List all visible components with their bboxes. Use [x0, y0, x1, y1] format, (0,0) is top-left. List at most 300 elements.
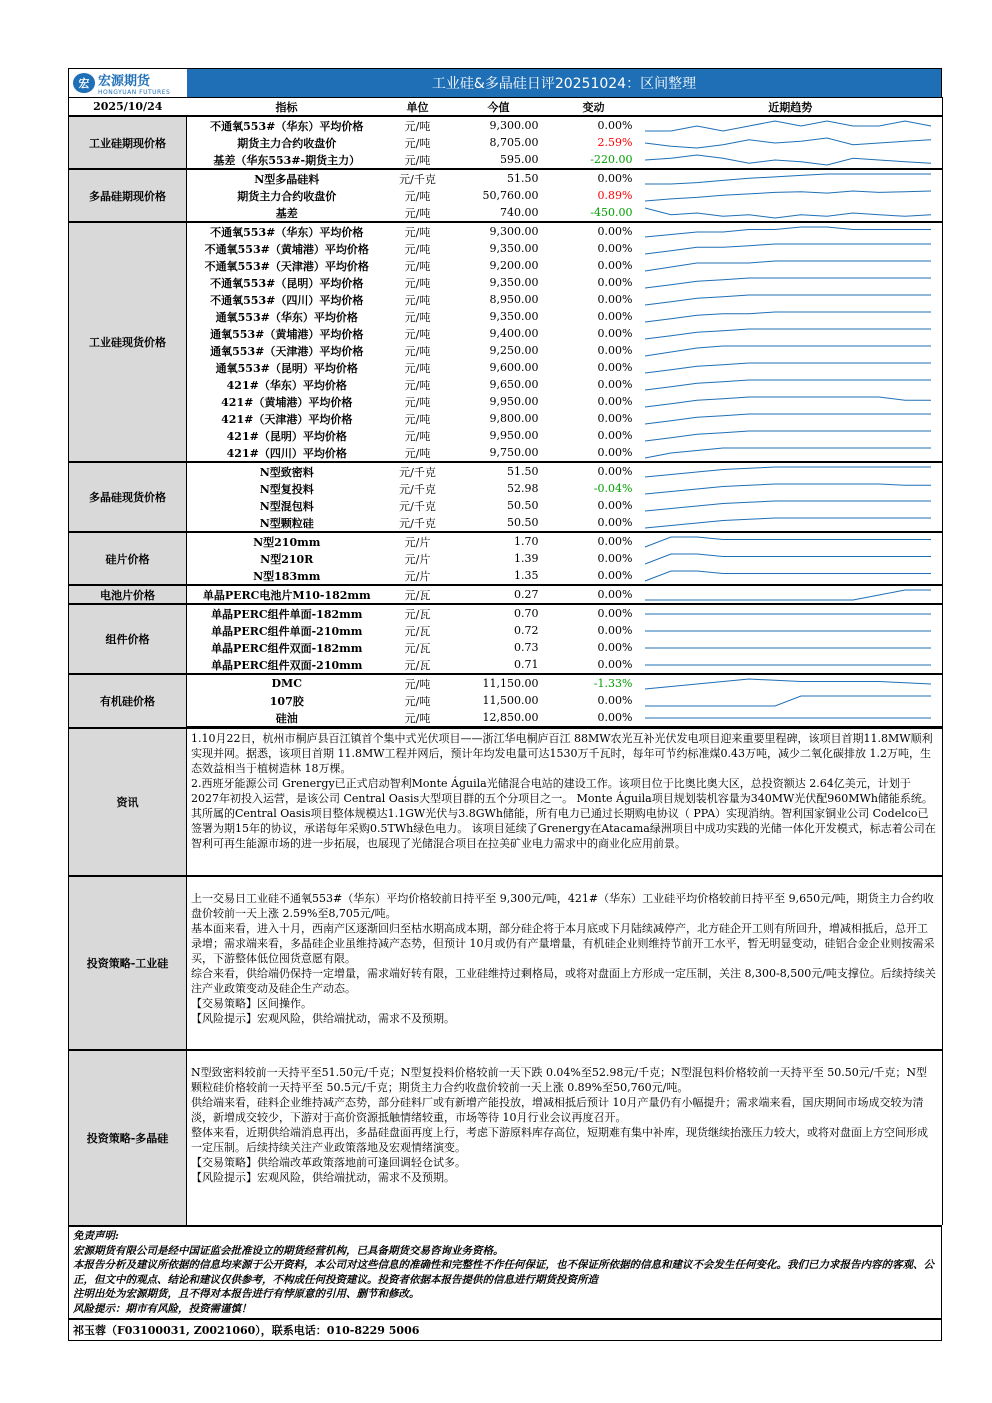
- table-row: [69, 427, 943, 444]
- change-cell: 0.00%: [597, 569, 633, 582]
- change-cell: 0.00%: [549, 709, 639, 727]
- sparkline-chart: [643, 326, 933, 342]
- table-row: [69, 444, 943, 462]
- table-row: [69, 656, 943, 674]
- value-cell: 8,705.00: [489, 136, 539, 149]
- sparkline-chart: [643, 693, 933, 709]
- change-cell: -450.00: [590, 206, 633, 219]
- table-row: [69, 359, 943, 376]
- value-cell: 9,650.00: [489, 378, 539, 391]
- sparkline-line: [645, 244, 931, 254]
- indicator-name: 通氧553#（天津港）平均价格: [210, 344, 364, 358]
- column-header-row: [69, 98, 943, 117]
- table-row: [69, 514, 943, 532]
- change-cell: 0.00%: [597, 259, 633, 272]
- table-row: [69, 567, 943, 585]
- col-trend: 近期趋势: [639, 98, 943, 117]
- sparkline-chart: [643, 224, 933, 240]
- trend-sparkline: [639, 342, 943, 359]
- trend-sparkline: [639, 550, 943, 567]
- text-sections: [68, 727, 943, 1225]
- indicator-name: N型210mm: [187, 532, 387, 550]
- category-label: 有机硅价格: [69, 674, 187, 727]
- table-row: [69, 204, 943, 222]
- indicator-name: 单晶PERC电池片M10-182mm: [187, 585, 387, 604]
- table-row: [69, 376, 943, 393]
- table-row: [69, 497, 943, 514]
- indicator-name: N型多晶硅料: [187, 169, 387, 187]
- unit-cell: 元/吨: [404, 361, 431, 375]
- category-label: 硅片价格: [69, 532, 187, 585]
- change-cell: 0.00%: [597, 624, 633, 637]
- change-cell: -220.00: [590, 153, 633, 166]
- unit-cell: 元/吨: [404, 189, 431, 203]
- table-row: [69, 116, 943, 134]
- trend-sparkline: [639, 462, 943, 480]
- trend-sparkline: [639, 639, 943, 656]
- category-label: 工业硅期现价格: [69, 116, 187, 169]
- sparkline-line: [645, 696, 931, 706]
- value-cell: 0.71: [514, 658, 539, 671]
- trend-sparkline: [639, 359, 943, 376]
- sparkline-line: [645, 312, 931, 322]
- value-cell: 1.35: [514, 569, 539, 582]
- indicator-name: 期货主力合约收盘价: [237, 189, 337, 203]
- change-cell: 0.00%: [549, 532, 639, 550]
- unit-cell: 元/吨: [387, 674, 449, 692]
- trend-sparkline: [639, 134, 943, 151]
- strategy-paragraph: 供给端来看，硅料企业维持减产态势，部分硅料厂或有新增产能投放，增减相抵后预计 10月产量仍有小幅提升；需求端来看，国庆期间市场成交较为清淡，新增成交较少，下游对于高价资源抵触情绪较重，市场等待 10月行业会议再度召开。: [191, 1096, 924, 1124]
- sparkline-line: [645, 448, 931, 458]
- strategy-si-content: [187, 876, 943, 1050]
- value-cell: 9,950.00: [489, 395, 539, 408]
- sparkline-chart: [643, 498, 933, 514]
- indicator-name: DMC: [187, 674, 387, 692]
- sparkline-line: [645, 380, 931, 390]
- value-cell: 740.00: [500, 206, 539, 219]
- trend-sparkline: [639, 410, 943, 427]
- indicator-name: 421#（华东）平均价格: [226, 378, 347, 392]
- unit-cell: 元/吨: [404, 276, 431, 290]
- strategy-paragraph: 整体来看，近期供给端消息再出，多晶硅盘面再度上行，考虑下游原料库存高位，短期难有集中补库，现货继续抬涨压力较大，或将对盘面上方空间形成一定压制。后续持续关注产业政策落地及宏观情绪演变。: [191, 1126, 928, 1154]
- sparkline-chart: [643, 411, 933, 427]
- value-cell: 8,950.00: [489, 293, 539, 306]
- change-cell: 0.00%: [549, 585, 639, 604]
- change-cell: -1.33%: [549, 674, 639, 692]
- trend-sparkline: [639, 480, 943, 497]
- sparkline-chart: [643, 343, 933, 359]
- unit-cell: 元/吨: [387, 222, 449, 240]
- indicator-name: 421#（昆明）平均价格: [226, 429, 347, 443]
- sparkline-chart: [643, 640, 933, 656]
- sparkline-chart: [643, 515, 933, 531]
- value-cell: 9,250.00: [489, 344, 539, 357]
- value-cell: 9,800.00: [489, 412, 539, 425]
- sparkline-line: [645, 414, 931, 424]
- sparkline-line: [645, 295, 931, 305]
- value-cell: 50.50: [507, 516, 539, 529]
- change-cell: 0.00%: [597, 378, 633, 391]
- trend-sparkline: [639, 393, 943, 410]
- sparkline-line: [645, 138, 931, 148]
- sparkline-chart: [643, 551, 933, 567]
- author-name: 祁玉蓉: [73, 1324, 106, 1337]
- sparkline-line: [645, 537, 931, 547]
- change-cell: 0.89%: [597, 189, 633, 202]
- value-cell: 9,600.00: [489, 361, 539, 374]
- value-cell: 51.50: [449, 169, 549, 187]
- value-cell: 9,950.00: [489, 429, 539, 442]
- disclaimer-line: 风险提示：期市有风险，投资需谨慎！: [73, 1302, 252, 1315]
- table-row: [69, 134, 943, 151]
- table-row: [69, 585, 943, 604]
- unit-cell: 元/片: [404, 552, 431, 566]
- unit-cell: 元/吨: [404, 327, 431, 341]
- value-cell: 9,350.00: [489, 242, 539, 255]
- change-cell: 0.00%: [597, 658, 633, 671]
- indicator-name: 通氧553#（昆明）平均价格: [215, 361, 358, 375]
- strategy-paragraph: 【风险提示】宏观风险，供给端扰动，需求不及预期。: [191, 1012, 455, 1025]
- indicator-name: 单晶PERC组件单面-210mm: [211, 624, 363, 638]
- value-cell: 50.50: [507, 499, 539, 512]
- unit-cell: 元/吨: [404, 242, 431, 256]
- sparkline-chart: [643, 241, 933, 257]
- change-cell: 0.00%: [549, 116, 639, 134]
- sparkline-line: [645, 571, 931, 581]
- report-date: 2025/10/24: [69, 98, 187, 117]
- trend-sparkline: [639, 514, 943, 532]
- table-row: [69, 410, 943, 427]
- trend-sparkline: [639, 240, 943, 257]
- sparkline-chart: [643, 676, 933, 692]
- sparkline-chart: [643, 360, 933, 376]
- unit-cell: 元/瓦: [404, 641, 431, 655]
- sparkline-chart: [643, 606, 933, 622]
- unit-cell: 元/吨: [404, 378, 431, 392]
- trend-sparkline: [639, 497, 943, 514]
- value-cell: 9,350.00: [489, 276, 539, 289]
- change-cell: 0.00%: [549, 604, 639, 622]
- sparkline-chart: [643, 710, 933, 726]
- unit-cell: 元/吨: [404, 446, 431, 460]
- value-cell: 0.72: [514, 624, 539, 637]
- sparkline-chart: [643, 118, 933, 134]
- trend-sparkline: [639, 308, 943, 325]
- unit-cell: 元/瓦: [404, 624, 431, 638]
- trend-sparkline: [639, 709, 943, 727]
- report-title: 工业硅&多晶硅日评20251024：区间整理: [187, 69, 941, 97]
- news-paragraph: 2.西班牙能源公司 Grenergy已正式启动智利Monte Águila光储混合电站的建设工作。该项目位于比奥比奥大区，总投资额达 2.64亿美元，计划于2027年初投入运营，是该公司 Central Oasis大型项目群的五个分项目之一。 Monte Águila项目规划装机容量为340MW光伏配960MWh储能系统。其所属的Central Oasis项目整体规模达1.1GW光伏与3.8GWh储能，所有电力已通过长期购电协议（ PPA）实现消纳。智利国家铜业公司 Codelco已签署为期15年的协议，承诺每年采购0.5TWh绿色电力。 该项目延续了Grenergy在Atacama绿洲项目中成功实践的光储一体化开发模式，标志着公司在智利可再生能源市场的进一步拓展，也展现了光储混合项目在拉美矿业电力需求中的商业化应用前景。: [191, 777, 936, 850]
- value-cell: 11,150.00: [449, 674, 549, 692]
- indicator-name: 不通氧553#（天津港）平均价格: [204, 259, 369, 273]
- strategy-paragraph: N型致密料较前一天持平至51.50元/千克；N型复投料价格较前一天下跌 0.04%至52.98元/千克；N型混包料价格较前一天持平至 50.50元/千克；N型颗粒硅价格较前一天持平至 50.5元/千克；期货主力合约收盘价较前一天上涨 0.89%至50,760元/吨。: [191, 1066, 928, 1094]
- sparkline-line: [645, 590, 931, 600]
- table-row: [69, 274, 943, 291]
- sparkline-line: [645, 679, 931, 689]
- sparkline-chart: [643, 481, 933, 497]
- strategy-paragraph: 综合来看，供给端仍保持一定增量，需求端好转有限，工业硅维持过剩格局，或将对盘面上方形成一定压制，关注 8,300-8,500元/吨支撑位。后续持续关注产业政策变动及硅企生产动态。: [191, 967, 936, 995]
- sparkline-line: [645, 278, 931, 288]
- unit-cell: 元/吨: [404, 344, 431, 358]
- sparkline-line: [645, 208, 931, 218]
- sparkline-chart: [643, 188, 933, 204]
- table-row: [69, 639, 943, 656]
- table-row: [69, 308, 943, 325]
- indicator-name: 421#（四川）平均价格: [226, 446, 347, 460]
- report-header: [68, 68, 942, 97]
- sparkline-chart: [643, 152, 933, 168]
- unit-cell: 元/吨: [404, 395, 431, 409]
- trend-sparkline: [639, 274, 943, 291]
- logo-en: HONGYUAN FUTURES: [98, 89, 171, 96]
- change-cell: 0.00%: [597, 694, 633, 707]
- sparkline-line: [645, 397, 931, 407]
- unit-cell: 元/吨: [404, 694, 431, 708]
- trend-sparkline: [639, 116, 943, 134]
- category-label: 多晶硅现货价格: [69, 462, 187, 532]
- strategy-paragraph: 【风险提示】宏观风险，供给端扰动，需求不及预期。: [191, 1171, 455, 1184]
- trend-sparkline: [639, 204, 943, 222]
- sparkline-chart: [643, 657, 933, 673]
- sparkline-line: [645, 501, 931, 511]
- change-cell: 0.00%: [549, 222, 639, 240]
- indicator-name: 不通氧553#（华东）平均价格: [187, 116, 387, 134]
- change-cell: 0.00%: [597, 552, 633, 565]
- value-cell: 52.98: [507, 482, 539, 495]
- strategy-ps-label: 投资策略-多晶硅: [69, 1050, 187, 1225]
- value-cell: 11,500.00: [482, 694, 539, 707]
- unit-cell: 元/千克: [387, 462, 449, 480]
- sparkline-chart: [643, 464, 933, 480]
- table-row: [69, 187, 943, 204]
- sparkline-line: [645, 174, 931, 184]
- indicator-name: 421#（黄埔港）平均价格: [221, 395, 353, 409]
- change-cell: 0.00%: [597, 395, 633, 408]
- sparkline-line: [645, 363, 931, 373]
- indicator-name: 107胶: [269, 694, 304, 708]
- unit-cell: 元/吨: [404, 293, 431, 307]
- disclaimer-line: 注明出处为宏源期货，且不得对本报告进行有悖原意的引用、删节和修改。: [73, 1288, 420, 1300]
- logo-cn: 宏源期货: [98, 74, 151, 89]
- table-row: [69, 291, 943, 308]
- table-row: [69, 342, 943, 359]
- sparkline-line: [645, 155, 931, 165]
- change-cell: 0.00%: [597, 412, 633, 425]
- table-row: [69, 257, 943, 274]
- sparkline-chart: [643, 309, 933, 325]
- sparkline-line: [645, 554, 931, 564]
- col-indicator: 指标: [187, 98, 387, 117]
- table-row: [69, 393, 943, 410]
- sparkline-line: [645, 121, 931, 131]
- table-row: [69, 151, 943, 169]
- table-row: [69, 222, 943, 240]
- sparkline-chart: [643, 445, 933, 461]
- indicator-name: N型复投料: [259, 482, 314, 496]
- author-line: [68, 1319, 942, 1341]
- trend-sparkline: [639, 325, 943, 342]
- value-cell: 1.39: [514, 552, 539, 565]
- value-cell: 0.73: [514, 641, 539, 654]
- sparkline-chart: [643, 568, 933, 584]
- indicator-name: 硅油: [187, 709, 387, 727]
- unit-cell: 元/瓦: [387, 604, 449, 622]
- trend-sparkline: [639, 656, 943, 674]
- table-row: [69, 622, 943, 639]
- change-cell: -0.04%: [593, 482, 633, 495]
- sparkline-line: [645, 346, 931, 356]
- value-cell: 9,750.00: [489, 446, 539, 459]
- change-cell: 0.00%: [549, 462, 639, 480]
- company-logo: [69, 69, 187, 97]
- indicator-name: 不通氧553#（昆明）平均价格: [210, 276, 364, 290]
- news-content: [187, 728, 943, 876]
- unit-cell: 元/千克: [387, 169, 449, 187]
- change-cell: 0.00%: [597, 429, 633, 442]
- trend-sparkline: [639, 376, 943, 393]
- change-cell: 0.00%: [597, 327, 633, 340]
- unit-cell: 元/吨: [404, 429, 431, 443]
- unit-cell: 元/吨: [404, 310, 431, 324]
- indicator-name: 通氧553#（华东）平均价格: [215, 310, 358, 324]
- category-label: 电池片价格: [69, 585, 187, 604]
- price-table: [68, 97, 943, 727]
- trend-sparkline: [639, 151, 943, 169]
- table-row: [69, 480, 943, 497]
- sparkline-chart: [643, 205, 933, 221]
- trend-sparkline: [639, 532, 943, 550]
- table-row: [69, 169, 943, 187]
- unit-cell: 元/吨: [387, 116, 449, 134]
- strategy-paragraph: 基本面来看，进入十月，西南产区逐渐回归至枯水期高成本期，部分硅企将于本月底或下月陆续减停产，北方硅企开工则有所回升，增减相抵后，总开工录增；需求端来看，多晶硅企业虽维持减产态势，但预计 10月或仍有产量增量，有机硅企业则维持节前开工水平，暂无明显变动，硅铝合金企业则按需采买，下游整体低位囤货意愿有限。: [191, 922, 935, 965]
- logo-mark-icon: 宏: [73, 73, 95, 93]
- value-cell: 9,300.00: [449, 222, 549, 240]
- change-cell: 0.00%: [597, 516, 633, 529]
- value-cell: 1.70: [449, 532, 549, 550]
- value-cell: 9,400.00: [489, 327, 539, 340]
- sparkline-line: [645, 191, 931, 201]
- sparkline-line: [645, 484, 931, 494]
- indicator-name: 单晶PERC组件双面-210mm: [211, 658, 363, 672]
- col-change: 变动: [549, 98, 639, 117]
- category-label: 组件价格: [69, 604, 187, 674]
- indicator-name: N型致密料: [187, 462, 387, 480]
- sparkline-line: [645, 518, 931, 528]
- sparkline-line: [645, 467, 931, 477]
- trend-sparkline: [639, 622, 943, 639]
- trend-sparkline: [639, 427, 943, 444]
- trend-sparkline: [639, 567, 943, 585]
- sparkline-chart: [643, 394, 933, 410]
- change-cell: 0.00%: [597, 310, 633, 323]
- table-row: [69, 325, 943, 342]
- unit-cell: 元/千克: [399, 482, 436, 496]
- indicator-name: 单晶PERC组件单面-182mm: [187, 604, 387, 622]
- trend-sparkline: [639, 169, 943, 187]
- sparkline-chart: [643, 534, 933, 550]
- value-cell: 51.50: [449, 462, 549, 480]
- value-cell: 50,760.00: [482, 189, 539, 202]
- strategy-si-label: 投资策略-工业硅: [69, 876, 187, 1050]
- change-cell: 0.00%: [597, 446, 633, 459]
- indicator-name: 单晶PERC组件双面-182mm: [211, 641, 363, 655]
- indicator-name: 不通氧553#（四川）平均价格: [210, 293, 364, 307]
- sparkline-chart: [643, 258, 933, 274]
- trend-sparkline: [639, 257, 943, 274]
- value-cell: 9,300.00: [449, 116, 549, 134]
- sparkline-line: [645, 261, 931, 271]
- change-cell: 0.00%: [549, 169, 639, 187]
- strategy-paragraph: 上一交易日工业硅不通氧553#（华东）平均价格较前日持平至 9,300元/吨，421#（华东）工业硅平均价格较前日持平至 9,650元/吨，期货主力合约收盘价较前一天上涨 2.59%至8,705元/吨。: [191, 892, 934, 920]
- unit-cell: 元/吨: [404, 412, 431, 426]
- disclaimer-line: 免责声明:: [73, 1230, 119, 1242]
- sparkline-chart: [643, 377, 933, 393]
- news-label: 资讯: [69, 728, 187, 876]
- indicator-name: 不通氧553#（华东）平均价格: [187, 222, 387, 240]
- table-row: [69, 240, 943, 257]
- col-unit: 单位: [387, 98, 449, 117]
- strategy-ps-content: [187, 1050, 943, 1225]
- unit-cell: 元/吨: [404, 153, 431, 167]
- indicator-name: 421#（天津港）平均价格: [221, 412, 353, 426]
- disclaimer-line: 本报告分析及建议所依据的信息均来源于公开资料，本公司对这些信息的准确性和完整性不作任何保证，也不保证所依据的信息和建议不会发生任何变化。我们已力求报告内容的客观、公正，但文中的观点、结论和建议仅供参考，不构成任何投资建议。投资者依据本报告提供的信息进行期货投资所造: [73, 1259, 934, 1286]
- value-cell: 0.70: [449, 604, 549, 622]
- change-cell: 0.00%: [597, 641, 633, 654]
- unit-cell: 元/吨: [404, 136, 431, 150]
- value-cell: 12,850.00: [449, 709, 549, 727]
- col-value: 今值: [449, 98, 549, 117]
- trend-sparkline: [639, 444, 943, 462]
- change-cell: 0.00%: [597, 276, 633, 289]
- table-row: [69, 532, 943, 550]
- sparkline-chart: [643, 428, 933, 444]
- indicator-name: N型颗粒硅: [259, 516, 314, 530]
- sparkline-chart: [643, 292, 933, 308]
- trend-sparkline: [639, 222, 943, 240]
- unit-cell: 元/吨: [387, 709, 449, 727]
- unit-cell: 元/千克: [399, 499, 436, 513]
- unit-cell: 元/吨: [404, 206, 431, 220]
- table-row: [69, 604, 943, 622]
- change-cell: 0.00%: [597, 361, 633, 374]
- value-cell: 9,350.00: [489, 310, 539, 323]
- indicator-name: 不通氧553#（黄埔港）平均价格: [204, 242, 369, 256]
- unit-cell: 元/片: [404, 569, 431, 583]
- change-cell: 0.00%: [597, 293, 633, 306]
- author-contact: （F03100031, Z0021060），联系电话：010-8229 5006: [106, 1324, 420, 1337]
- change-cell: 0.00%: [597, 499, 633, 512]
- trend-sparkline: [639, 187, 943, 204]
- indicator-name: 基差: [275, 206, 298, 220]
- sparkline-line: [645, 329, 931, 339]
- indicator-name: 通氧553#（黄埔港）平均价格: [210, 327, 364, 341]
- table-row: [69, 550, 943, 567]
- report-sheet: [68, 68, 942, 1341]
- sparkline-line: [645, 431, 931, 441]
- sparkline-line: [645, 227, 931, 237]
- trend-sparkline: [639, 692, 943, 709]
- indicator-name: N型183mm: [253, 569, 321, 583]
- sparkline-chart: [643, 135, 933, 151]
- table-row: [69, 692, 943, 709]
- category-label: 工业硅现货价格: [69, 222, 187, 462]
- sparkline-chart: [643, 587, 933, 603]
- category-label: 多晶硅期现价格: [69, 169, 187, 222]
- table-row: [69, 709, 943, 727]
- value-cell: 595.00: [500, 153, 539, 166]
- table-row: [69, 674, 943, 692]
- unit-cell: 元/瓦: [404, 658, 431, 672]
